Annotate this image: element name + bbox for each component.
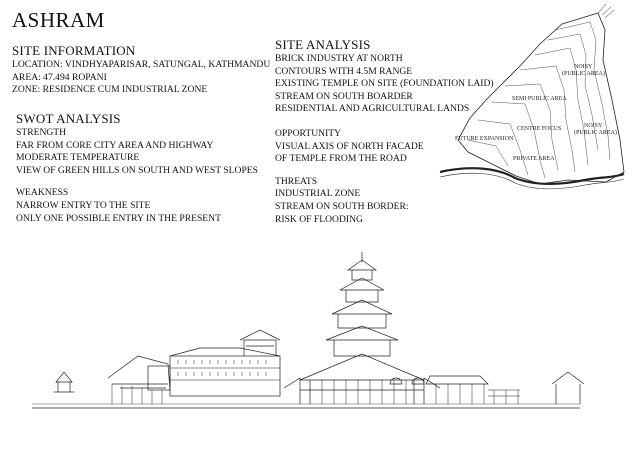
map-label-centre-focus: CENTRE FOCUS <box>517 126 562 132</box>
threats-line: INDUSTRIAL ZONE <box>275 188 361 200</box>
map-label-noisy-top-sub: (PUBLIC AREA) <box>562 71 605 77</box>
site-analysis-line: RESIDENTIAL AND AGRICULTURAL LANDS <box>275 103 470 115</box>
swot-analysis-heading: SWOT ANALYSIS <box>16 111 121 126</box>
site-analysis-line: STREAM ON SOUTH BOARDER <box>275 90 413 102</box>
right-pavilion-roof <box>426 376 488 384</box>
site-info-line: ZONE: RESIDENCE CUM INDUSTRIAL ZONE <box>12 84 208 96</box>
small-dome <box>390 378 424 384</box>
temple-side-roofs <box>284 378 440 404</box>
temple-columns <box>322 380 406 404</box>
site-info-line: LOCATION: VINDHYAPARISAR, SATUNGAL, KATHMANDU <box>12 59 271 70</box>
hostel-roof <box>170 348 280 356</box>
opportunity-line: VISUAL AXIS OF NORTH FACADE <box>275 140 424 152</box>
pagoda-tier-3 <box>332 300 392 328</box>
entry-lines <box>598 4 614 18</box>
left-arcade <box>112 384 162 404</box>
temple-base-roof <box>300 354 424 380</box>
opportunity-line: OPPORTUNITY <box>275 127 342 139</box>
small-shrine <box>54 372 74 392</box>
site-analysis-line: BRICK INDUSTRY AT NORTH <box>275 53 403 64</box>
left-building <box>108 356 170 390</box>
site-analysis-heading: SITE ANALYSIS <box>275 37 371 52</box>
page-title: ASHRAM <box>12 8 105 32</box>
threats-line: RISK OF FLOODING <box>275 213 363 225</box>
site-information-heading: SITE INFORMATION <box>12 43 136 58</box>
map-label-noisy-top: NOISY <box>574 64 593 70</box>
threats-line: STREAM ON SOUTH BORDER: <box>275 200 409 212</box>
temple-base <box>300 380 424 404</box>
opportunity-line: OF TEMPLE FROM THE ROAD <box>275 153 407 165</box>
map-label-private-area: PRIVATE AREA <box>513 156 555 162</box>
swot-weakness-line: NARROW ENTRY TO THE SITE <box>16 199 151 211</box>
right-pavilion-columns <box>436 384 484 404</box>
map-label-future-expansion: FUTURE EXPANSION <box>455 136 514 142</box>
left-building-block <box>148 366 170 390</box>
pagoda-tier-1 <box>348 260 376 280</box>
site-elevation-drawing <box>32 252 584 408</box>
pagoda-tier-2 <box>340 278 384 302</box>
swot-strength-line: STRENGTH <box>16 127 67 138</box>
site-analysis-line: EXISTING TEMPLE ON SITE (FOUNDATION LAID) <box>275 78 494 90</box>
hostel-block <box>170 356 280 396</box>
right-rail <box>488 390 520 404</box>
map-label-noisy-right: NOISY <box>584 123 603 129</box>
threats-line: THREATS <box>275 175 318 187</box>
swot-strength-line: FAR FROM CORE CITY AREA AND HIGHWAY <box>16 139 214 151</box>
swot-strength-line: VIEW OF GREEN HILLS ON SOUTH AND WEST SLOPES <box>16 164 258 176</box>
site-analysis-line: CONTOURS WITH 4.5M RANGE <box>275 65 413 77</box>
hostel-floors <box>170 368 280 380</box>
site-map-labels <box>455 64 617 162</box>
swot-weakness-line: ONLY ONE POSSIBLE ENTRY IN THE PRESENT <box>16 212 221 224</box>
site-info-line: AREA: 47.494 ROPANI <box>12 71 107 83</box>
map-label-noisy-right-sub: (PUBLIC AREA) <box>574 130 617 136</box>
pagoda-tier-4 <box>326 326 398 356</box>
swot-strength-line: MODERATE TEMPERATURE <box>16 152 140 164</box>
map-label-semi-public: SEMI PUBLIC AREA <box>512 96 567 102</box>
far-right-hut <box>552 372 584 404</box>
swot-weakness-line: WEAKNESS <box>16 187 69 199</box>
